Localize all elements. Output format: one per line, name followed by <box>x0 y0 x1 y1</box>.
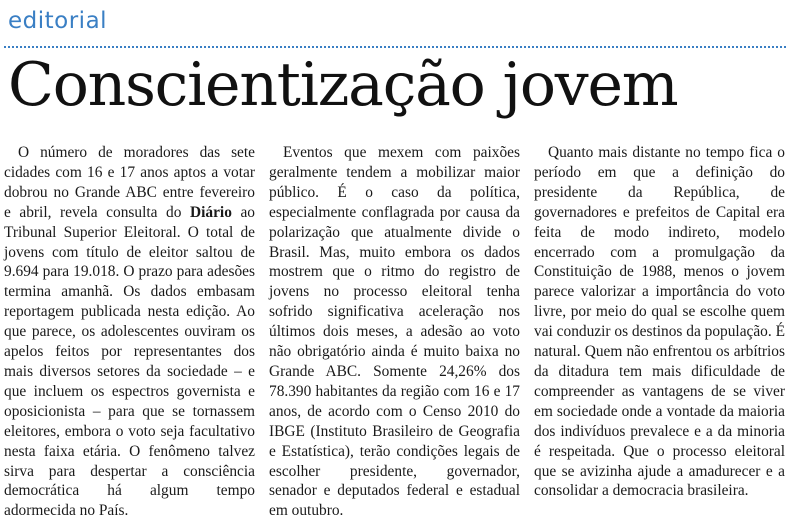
paragraph-1 <box>4 143 255 521</box>
section-divider <box>4 46 786 48</box>
paragraph-2-text: Eventos que mexem com paixões geralmente tendem a mobilizar maior público. É o caso da política, especialmente conflagrada por causa da polarização que atualmente divide o Brasil. Mas, muito embora os dados mostrem que o ritmo do registro de jovens no processo eleitoral tenha sofrido significativa aceleração nos últimos dois meses, a adesão ao voto não obrigatório ainda é muito baixa no Grande ABC. Somente 24,26% dos 78.390 habitantes da região com 16 e 17 anos, de acordo com o Censo 2010 do IBGE (Instituto Brasileiro de Geografia e Estatística), terão condições legais de escolher presidente, governador, senador e deputados federal e estadual em outubro. <box>269 144 520 520</box>
paragraph-2 <box>269 143 520 521</box>
paragraph-3 <box>534 143 785 501</box>
article-column-2 <box>269 143 520 521</box>
headline: Conscientização jovem <box>8 50 678 120</box>
paragraph-3-text: Quanto mais distante no tempo fica o período em que a definição do presidente da República, de governadores e prefeitos de Capital era feita de modo indireto, modelo encerrado com a promulgação da Constituição de 1988, menos o jovem parece valorizar a importância do voto livre, por meio do qual se escolhe quem vai conduzir os destinos da população. É natural. Quem não enfrentou os arbítrios da ditadura tem mais dificuldade de compreender as vantagens de se viver em sociedade onde a vontade da maioria dos indivíduos prevalece e a da minoria é respeitada. Que o processo eleitoral que se avizinha ajude a amadurecer e a consolidar a democracia brasileira. <box>534 144 785 500</box>
article-body <box>4 143 785 521</box>
article-column-3 <box>534 143 785 521</box>
newspaper-name: Diário <box>190 203 232 221</box>
paragraph-1-text-b: ao Tribunal Superior Eleitoral. O total de jovens com título de eleitor saltou de 9.694 para 19.018. O prazo para adesões termina amanhã. Os dados embasam reportagem publicada nesta edição. Ao que parece, os adolescentes ouviram os apelos feitos por representantes dos mais diversos setores da sociedade – e que incluem os espectros governista e oposicionista – para que se tornassem eleitores, embora o voto seja facultativo nesta faixa etária. O fenômeno talvez sirva para despertar a consciência democrática há algum tempo adormecida no País. <box>4 203 255 520</box>
paragraph-1-text-a: O número de moradores das sete cidades com 16 e 17 anos aptos a votar dobrou no Grande ABC entre fevereiro e abril, revela consulta do <box>4 144 255 221</box>
article-column-1 <box>4 143 255 521</box>
section-tag: editorial <box>8 8 108 34</box>
